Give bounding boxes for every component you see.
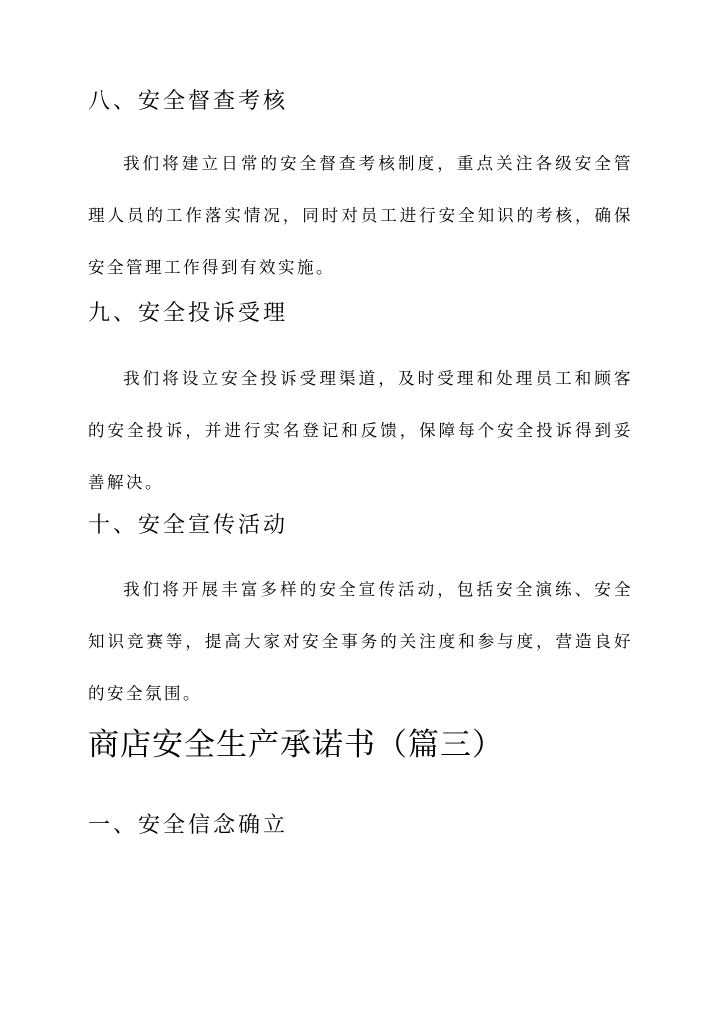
section-body-10: 我们将开展丰富多样的安全宣传活动，包括安全演练、安全知识竞赛等，提高大家对安全事务的关注度和参与度，营造良好的安全氛围。 [88, 580, 633, 703]
section-heading-1: 一、安全信念确立 [88, 813, 289, 838]
document-title: 商店安全生产承诺书（篇三） [88, 727, 504, 763]
section-body-8: 我们将建立日常的安全督查考核制度，重点关注各级安全管理人员的工作落实情况，同时对员工进行安全知识的考核，确保安全管理工作得到有效实施。 [88, 154, 633, 277]
section-heading-9: 九、安全投诉受理 [88, 301, 289, 326]
section-heading-10: 十、安全宣传活动 [88, 513, 289, 538]
section-body-9: 我们将设立安全投诉受理渠道，及时受理和处理员工和顾客的安全投诉，并进行实名登记和反馈，保障每个安全投诉得到妥善解决。 [88, 369, 633, 492]
section-heading-8: 八、安全督查考核 [88, 89, 289, 114]
